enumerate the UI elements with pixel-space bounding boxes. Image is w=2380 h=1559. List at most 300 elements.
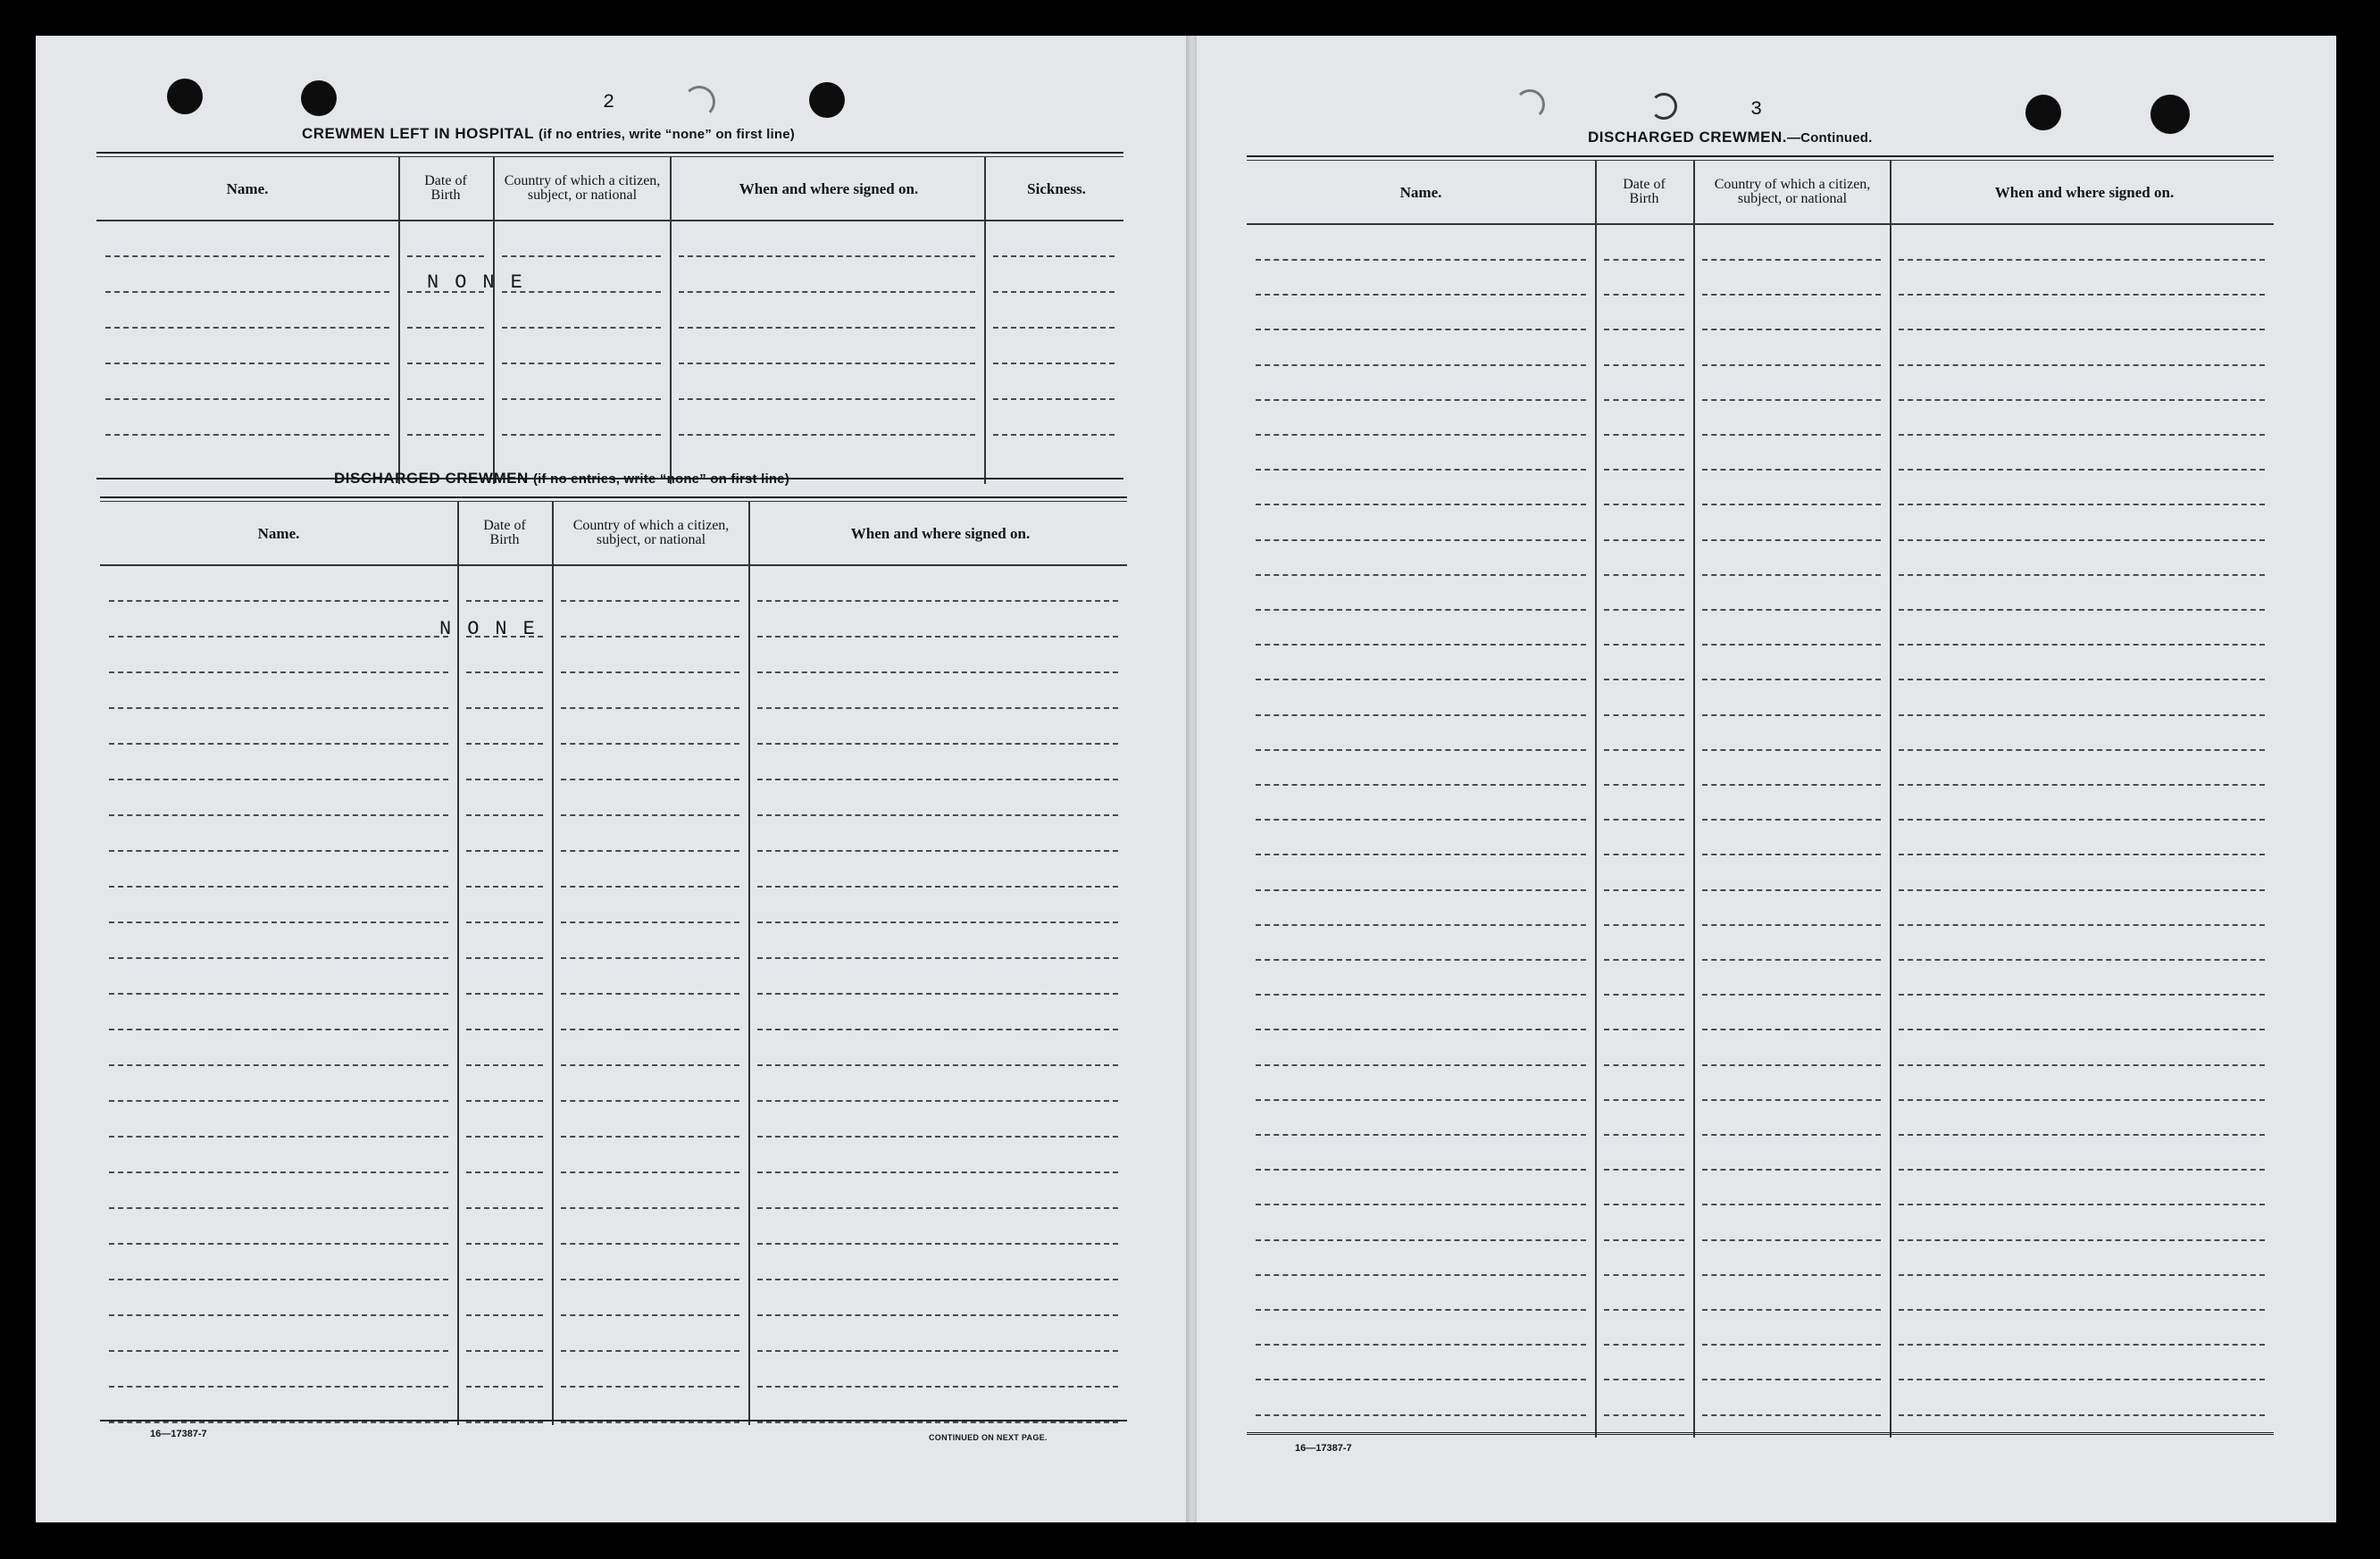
dashed-entry-line [109,1171,448,1173]
dashed-entry-line [757,779,1118,780]
dashed-entry-line [1256,679,1586,680]
dashed-entry-line [105,398,389,400]
dashed-entry-line [1256,644,1586,646]
dashed-entry-line [1604,364,1684,366]
dashed-entry-line [561,1100,739,1102]
dashed-entry-line [466,1243,543,1245]
column-header-date-of-birth: Date of Birth [1623,177,1666,206]
dashed-entry-line [561,600,739,602]
column-divider [398,157,400,484]
dashed-entry-line [561,1279,739,1280]
dashed-entry-line [1702,574,1881,576]
dashed-entry-line [1702,1274,1881,1276]
dashed-entry-line [466,921,543,923]
hospital-title-text: CREWMEN LEFT IN HOSPITAL [302,125,534,142]
dashed-entry-line [502,255,661,257]
column-divider [748,502,750,1425]
dashed-entry-line [1899,1029,2265,1030]
dashed-entry-line [109,850,448,852]
dashed-entry-line [1256,819,1586,821]
dashed-entry-line [1899,1309,2265,1311]
dashed-entry-line [1256,1309,1586,1311]
dashed-entry-line [1604,819,1684,821]
dashed-entry-line [561,671,739,673]
dashed-entry-line [1899,399,2265,401]
dashed-entry-line [679,398,975,400]
dashed-entry-line [1256,609,1586,611]
dashed-entry-line [109,1136,448,1138]
dashed-entry-line [1899,1099,2265,1101]
dashed-entry-line [466,993,543,995]
dashed-entry-line [105,291,389,293]
dashed-entry-line [1702,329,1881,330]
dashed-entry-line [466,1421,543,1423]
dashed-entry-line [466,1279,543,1280]
dashed-entry-line [757,921,1118,923]
dashed-entry-line [466,1386,543,1388]
column-divider [984,157,986,484]
dashed-entry-line [1604,1274,1684,1276]
dashed-entry-line [466,814,543,816]
dashed-entry-line [757,886,1118,888]
dashed-entry-line [109,600,448,602]
dashed-entry-line [1604,1414,1684,1416]
dashed-entry-line [466,1136,543,1138]
dashed-entry-line [1604,469,1684,471]
dashed-entry-line [109,671,448,673]
dashed-entry-line [466,1207,543,1209]
dashed-entry-line [1604,1099,1684,1101]
dashed-entry-line [109,1207,448,1209]
dashed-entry-line [1256,574,1586,576]
dashed-entry-line [502,291,661,293]
dashed-entry-line [757,1421,1118,1423]
dashed-entry-line [1604,994,1684,996]
dashed-entry-line [1604,1204,1684,1205]
dashed-entry-line [109,1064,448,1066]
dashed-entry-line [1256,259,1586,261]
dashed-entry-line [1702,959,1881,961]
dashed-entry-line [993,255,1115,257]
dashed-entry-line [1604,609,1684,611]
dashed-entry-line [1256,1204,1586,1205]
dashed-entry-line [1899,294,2265,296]
dashed-entry-line [109,1243,448,1245]
dashed-entry-line [1702,399,1881,401]
column-header-country: Country of which a citizen, subject, or national [504,173,661,203]
discharged-continued-title [1588,129,1872,146]
dashed-entry-line [1702,1309,1881,1311]
discharged-section-title [334,470,789,488]
dashed-entry-line [109,1279,448,1280]
dashed-entry-line [1256,994,1586,996]
column-header-country: Country of which a citizen, subject, or national [1714,177,1871,206]
dashed-entry-line [502,398,661,400]
dashed-entry-line [1604,1064,1684,1066]
discharged-continued-table [1247,155,2274,1438]
dashed-entry-line [1604,434,1684,436]
dashed-entry-line [1604,1309,1684,1311]
dashed-entry-line [1899,784,2265,786]
punch-hole-icon [2150,95,2190,134]
dashed-entry-line [109,886,448,888]
dashed-entry-line [1702,784,1881,786]
dashed-entry-line [109,993,448,995]
dashed-entry-line [757,1314,1118,1316]
dashed-entry-line [1899,994,2265,996]
dashed-entry-line [993,363,1115,364]
discharged-title-text: DISCHARGED CREWMEN. [1588,129,1787,146]
dashed-entry-line [561,707,739,709]
dashed-entry-line [1702,434,1881,436]
dashed-entry-line [1256,749,1586,751]
dashed-entry-line [407,291,484,293]
discharged-instruction-text: (if no entries, write “none” on first line) [532,471,789,487]
column-divider [1890,161,1891,1438]
dashed-entry-line [561,993,739,995]
dashed-entry-line [466,850,543,852]
dashed-entry-line [679,255,975,257]
dashed-entry-line [1604,574,1684,576]
dashed-entry-line [757,707,1118,709]
dashed-entry-line [1899,1379,2265,1380]
dashed-entry-line [561,1207,739,1209]
dashed-entry-line [1899,924,2265,926]
dashed-entry-line [109,743,448,745]
dashed-entry-line [1604,399,1684,401]
dashed-entry-line [1256,854,1586,855]
hospital-section-title [302,125,795,143]
dashed-entry-line [466,957,543,959]
dashed-entry-line [1899,469,2265,471]
dashed-entry-line [1899,539,2265,541]
dashed-entry-line [1604,714,1684,716]
punch-hole-icon [301,80,337,116]
dashed-entry-line [1702,1204,1881,1205]
dashed-entry-line [109,1350,448,1352]
dashed-entry-line [1604,959,1684,961]
dashed-entry-line [757,993,1118,995]
dashed-entry-line [1256,434,1586,436]
punch-hole-icon [167,79,203,114]
discharged-none-entry: NONE [439,618,551,640]
dashed-entry-line [561,886,739,888]
dashed-entry-line [561,1350,739,1352]
column-header-name: Name. [226,179,269,197]
left-page [36,36,1188,1522]
dashed-entry-line [1702,749,1881,751]
dashed-entry-line [466,886,543,888]
dashed-entry-line [1702,924,1881,926]
dashed-entry-line [1604,854,1684,855]
dashed-entry-line [109,1314,448,1316]
dashed-entry-line [1899,1204,2265,1205]
dashed-entry-line [1256,1064,1586,1066]
dashed-entry-line [1604,1169,1684,1171]
dashed-entry-line [1899,434,2265,436]
dashed-entry-line [1702,679,1881,680]
column-divider [1693,161,1695,1438]
dashed-entry-line [1604,679,1684,680]
dashed-entry-line [407,398,484,400]
dashed-entry-line [561,1029,739,1030]
dashed-entry-line [1702,1064,1881,1066]
dashed-entry-line [466,600,543,602]
dashed-entry-line [561,1314,739,1316]
dashed-entry-line [466,707,543,709]
dashed-entry-line [1702,294,1881,296]
dashed-entry-line [993,327,1115,329]
form-number: 16—17387-7 [1295,1443,1352,1454]
dashed-entry-line [1899,819,2265,821]
dashed-entry-line [1899,959,2265,961]
dashed-entry-line [1604,539,1684,541]
dashed-entry-line [757,1136,1118,1138]
table-bottom-rule [1247,1432,2274,1435]
page-number: 2 [603,91,615,113]
dashed-entry-line [502,327,661,329]
punch-hole-icon [2025,95,2061,130]
dashed-entry-line [679,434,975,436]
dashed-entry-line [105,434,389,436]
dashed-entry-line [1702,714,1881,716]
dashed-entry-line [109,921,448,923]
dashed-entry-line [1604,1134,1684,1136]
dashed-entry-line [561,1064,739,1066]
dashed-entry-line [561,957,739,959]
dashed-entry-line [561,743,739,745]
dashed-entry-line [1256,889,1586,891]
dashed-entry-line [1702,1414,1881,1416]
dashed-entry-line [109,814,448,816]
dashed-entry-line [1899,259,2265,261]
dashed-entry-line [502,434,661,436]
punch-hole-icon [809,82,845,118]
dashed-entry-line [1702,1169,1881,1171]
table-top-rule [100,496,1127,502]
dashed-entry-line [757,1350,1118,1352]
dashed-entry-line [1604,1344,1684,1346]
dashed-entry-line [1899,364,2265,366]
column-divider [552,502,554,1425]
dashed-entry-line [1899,1134,2265,1136]
dashed-entry-line [466,671,543,673]
dashed-entry-line [757,1243,1118,1245]
dashed-entry-line [1899,504,2265,505]
dashed-entry-line [1702,854,1881,855]
dashed-entry-line [1899,1169,2265,1171]
dashed-entry-line [561,1243,739,1245]
dashed-entry-line [1256,504,1586,505]
dashed-entry-line [757,814,1118,816]
hospital-table [96,152,1123,484]
dashed-entry-line [561,779,739,780]
dashed-entry-line [1256,539,1586,541]
dashed-entry-line [109,1421,448,1423]
dashed-entry-line [1899,1239,2265,1241]
hospital-none-entry: NONE [427,271,539,294]
dashed-entry-line [1604,889,1684,891]
page-number: 3 [1750,98,1763,121]
column-header-date-of-birth: Date of Birth [483,518,526,547]
dashed-entry-line [993,398,1115,400]
dashed-entry-line [466,1100,543,1102]
dashed-entry-line [407,363,484,364]
dashed-entry-line [1702,609,1881,611]
dashed-entry-line [757,1279,1118,1280]
dashed-entry-line [757,957,1118,959]
dashed-entry-line [1604,294,1684,296]
dashed-entry-line [679,327,975,329]
dashed-entry-line [561,850,739,852]
column-divider [493,157,495,484]
dashed-entry-line [561,814,739,816]
dashed-entry-line [679,291,975,293]
dashed-entry-line [1256,1239,1586,1241]
table-top-rule [1247,155,2274,161]
dashed-entry-line [1702,259,1881,261]
dashed-entry-line [1256,959,1586,961]
dashed-entry-line [757,671,1118,673]
hospital-instruction-text: (if no entries, write “none” on first line) [539,127,795,142]
header-bottom-rule [96,220,1123,221]
dashed-entry-line [1702,994,1881,996]
dashed-entry-line [1702,1099,1881,1101]
dashed-entry-line [561,1136,739,1138]
dashed-entry-line [1604,259,1684,261]
dashed-entry-line [466,1064,543,1066]
dashed-entry-line [1899,749,2265,751]
dashed-entry-line [1702,1029,1881,1030]
dashed-entry-line [1256,924,1586,926]
column-divider [457,502,459,1425]
dashed-entry-line [1604,504,1684,505]
dashed-entry-line [1702,1239,1881,1241]
dashed-entry-line [466,743,543,745]
dashed-entry-line [757,743,1118,745]
dashed-entry-line [1604,644,1684,646]
dashed-entry-line [1256,1029,1586,1030]
column-divider [1595,161,1597,1438]
column-header-sickness: Sickness. [1027,179,1086,197]
dashed-entry-line [1256,1099,1586,1101]
dashed-entry-line [1899,889,2265,891]
dashed-entry-line [407,255,484,257]
dashed-entry-line [1899,1344,2265,1346]
dashed-entry-line [466,779,543,780]
dashed-entry-line [1604,329,1684,330]
header-bottom-rule [100,564,1127,566]
dashed-entry-line [1899,679,2265,680]
dashed-entry-line [1702,504,1881,505]
dashed-entry-line [1256,1274,1586,1276]
dashed-entry-line [1256,469,1586,471]
dashed-entry-line [1899,1064,2265,1066]
dashed-entry-line [502,363,661,364]
column-header-signed-on: When and where signed on. [1994,183,2175,201]
dashed-entry-line [1899,644,2265,646]
dashed-entry-line [1604,924,1684,926]
column-header-date-of-birth: Date of Birth [424,173,467,203]
dashed-entry-line [1256,294,1586,296]
dashed-entry-line [1899,609,2265,611]
dashed-entry-line [1899,1274,2265,1276]
dashed-entry-line [757,600,1118,602]
dashed-entry-line [1899,1414,2265,1416]
table-top-rule [96,152,1123,157]
dashed-entry-line [1702,1134,1881,1136]
dashed-entry-line [1702,364,1881,366]
dashed-entry-line [1702,1344,1881,1346]
dashed-entry-line [757,1171,1118,1173]
dashed-entry-line [466,1350,543,1352]
form-number: 16—17387-7 [150,1429,207,1439]
dashed-entry-line [407,434,484,436]
dashed-entry-line [466,1171,543,1173]
dashed-entry-line [993,434,1115,436]
dashed-entry-line [1256,364,1586,366]
dashed-entry-line [757,850,1118,852]
dashed-entry-line [679,363,975,364]
dashed-entry-line [1604,784,1684,786]
column-header-signed-on: When and where signed on. [739,179,919,197]
dashed-entry-line [1899,714,2265,716]
dashed-entry-line [1604,749,1684,751]
dashed-entry-line [1899,854,2265,855]
dashed-entry-line [1702,469,1881,471]
dashed-entry-line [1256,329,1586,330]
dashed-entry-line [757,1386,1118,1388]
dashed-entry-line [1256,1414,1586,1416]
discharged-table [100,496,1127,1425]
dashed-entry-line [1256,714,1586,716]
dashed-entry-line [1604,1029,1684,1030]
dashed-entry-line [105,255,389,257]
dashed-entry-line [109,1029,448,1030]
dashed-entry-line [757,1029,1118,1030]
dashed-entry-line [561,1171,739,1173]
dashed-entry-line [993,291,1115,293]
dashed-entry-line [1702,539,1881,541]
dashed-entry-line [1256,784,1586,786]
dashed-entry-line [561,636,739,638]
dashed-entry-line [757,1207,1118,1209]
column-divider [670,157,672,484]
dashed-entry-line [1256,1344,1586,1346]
dashed-entry-line [109,1386,448,1388]
column-header-signed-on: When and where signed on. [850,524,1031,542]
dashed-entry-line [109,636,448,638]
dashed-entry-line [1702,819,1881,821]
dashed-entry-line [757,1100,1118,1102]
punch-hole-icon [1515,89,1545,120]
dashed-entry-line [1899,329,2265,330]
dashed-entry-line [105,327,389,329]
dashed-entry-line [466,1029,543,1030]
dashed-entry-line [109,957,448,959]
dashed-entry-line [109,707,448,709]
discharged-title-text: DISCHARGED CREWMEN [334,470,529,487]
dashed-entry-line [407,327,484,329]
column-header-name: Name. [1399,183,1442,201]
dashed-entry-line [109,779,448,780]
dashed-entry-line [1604,1379,1684,1380]
dashed-entry-line [1702,889,1881,891]
dashed-entry-line [105,363,389,364]
dashed-entry-line [1256,1169,1586,1171]
continued-suffix: —Continued. [1786,130,1873,146]
dashed-entry-line [466,636,543,638]
